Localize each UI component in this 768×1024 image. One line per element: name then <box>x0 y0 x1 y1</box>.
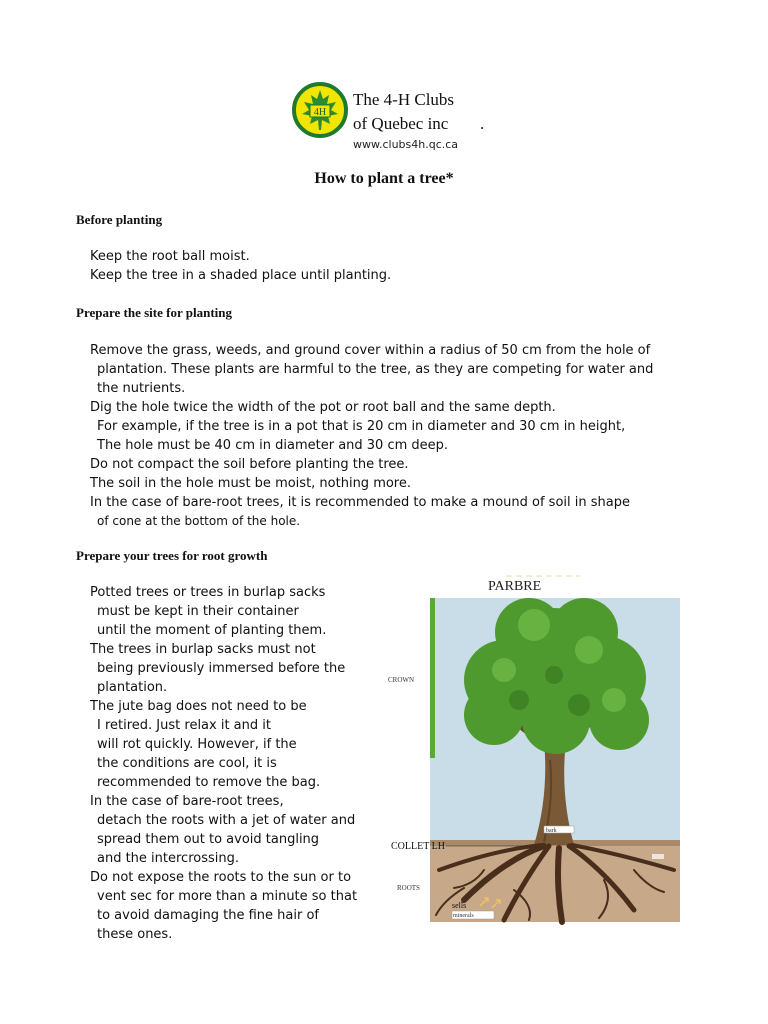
section-heading-prepare-site: Prepare the site for planting <box>76 305 232 320</box>
list-item-continuation: I retired. Just relax it and it <box>97 718 271 733</box>
list-item: Dig the hole twice the width of the pot or root ball and the same depth. <box>90 400 556 415</box>
list-item-continuation: and the intercrossing. <box>97 851 240 866</box>
list-item: Remove the grass, weeds, and ground cover within a radius of 50 cm from the hole of <box>90 343 651 358</box>
list-item-continuation: will rot quickly. However, if the <box>97 737 297 752</box>
list-item: In the case of bare-root trees, it is recommended to make a mound of soil in shape <box>90 495 630 510</box>
list-item: Potted trees or trees in burlap sacks <box>90 585 326 600</box>
list-item: The soil in the hole must be moist, nothing more. <box>90 476 412 491</box>
logo-url: www.clubs4h.qc.ca <box>353 138 459 151</box>
section-heading-before-planting: Before planting <box>76 212 163 227</box>
roots-label: ROOTS <box>397 884 420 892</box>
section-prepare-site <box>76 341 653 531</box>
list-item-continuation: to avoid damaging the fine hair of <box>97 908 319 923</box>
sells-label: sells <box>452 901 467 910</box>
crown-indicator-bar <box>430 598 435 758</box>
list-item: In the case of bare-root trees, <box>90 794 284 809</box>
section-heading-root-growth: Prepare your trees for root growth <box>76 548 268 563</box>
tree-anatomy-diagram <box>384 570 684 925</box>
list-item: Do not compact the soil before planting the tree. <box>90 457 409 472</box>
list-item-continuation: plantation. These plants are harmful to the tree, as they are competing for water and <box>97 362 654 377</box>
list-item-continuation: the conditions are cool, it is <box>97 756 277 771</box>
list-item-continuation: detach the roots with a jet of water and <box>97 813 356 828</box>
list-item-continuation: For example, if the tree is in a pot that is 20 cm in diameter and 30 cm in height, <box>97 419 626 434</box>
list-item-continuation: recommended to remove the bag. <box>97 775 321 790</box>
page-title: How to plant a tree* <box>314 170 454 187</box>
crown-label: CROWN <box>388 676 415 684</box>
list-item-continuation: The hole must be 40 cm in diameter and 30 cm deep. <box>97 438 449 453</box>
logo-title-line1: The 4-H Clubs <box>353 90 455 109</box>
collar-label: COLLET LH <box>391 841 445 852</box>
list-item: Keep the root ball moist. <box>90 249 250 264</box>
list-item-continuation: these ones. <box>97 927 173 942</box>
list-item: Do not expose the roots to the sun or to <box>90 870 352 885</box>
list-item: The trees in burlap sacks must not <box>90 642 316 657</box>
list-item-continuation: the nutrients. <box>97 381 186 396</box>
list-item-continuation: spread them out to avoid tangling <box>97 832 320 847</box>
list-item: The jute bag does not need to be <box>90 699 307 714</box>
minerals-label: minerals <box>453 913 474 919</box>
club-logo <box>292 78 492 154</box>
logo-trailing-dot: . <box>480 114 485 133</box>
maple-leaf-badge-icon <box>292 82 348 138</box>
list-item: Keep the tree in a shaded place until planting. <box>90 268 392 283</box>
logo-badge-text: 4H <box>313 107 327 118</box>
list-item-continuation: of cone at the bottom of the hole. <box>97 514 301 528</box>
list-item-continuation: vent sec for more than a minute so that <box>97 889 358 904</box>
diagram-title: PARBRE <box>488 579 542 594</box>
section-before-planting <box>76 247 391 285</box>
list-item-continuation: must be kept in their container <box>97 604 299 619</box>
soil-layer <box>430 840 680 922</box>
logo-title-line2: of Quebec inc <box>353 114 449 133</box>
list-item-continuation: being previously immersed before the <box>97 661 346 676</box>
section-root-growth <box>76 583 357 944</box>
bark-label: bark <box>546 828 557 834</box>
list-item-continuation: plantation. <box>97 680 168 695</box>
list-item-continuation: until the moment of planting them. <box>97 623 327 638</box>
